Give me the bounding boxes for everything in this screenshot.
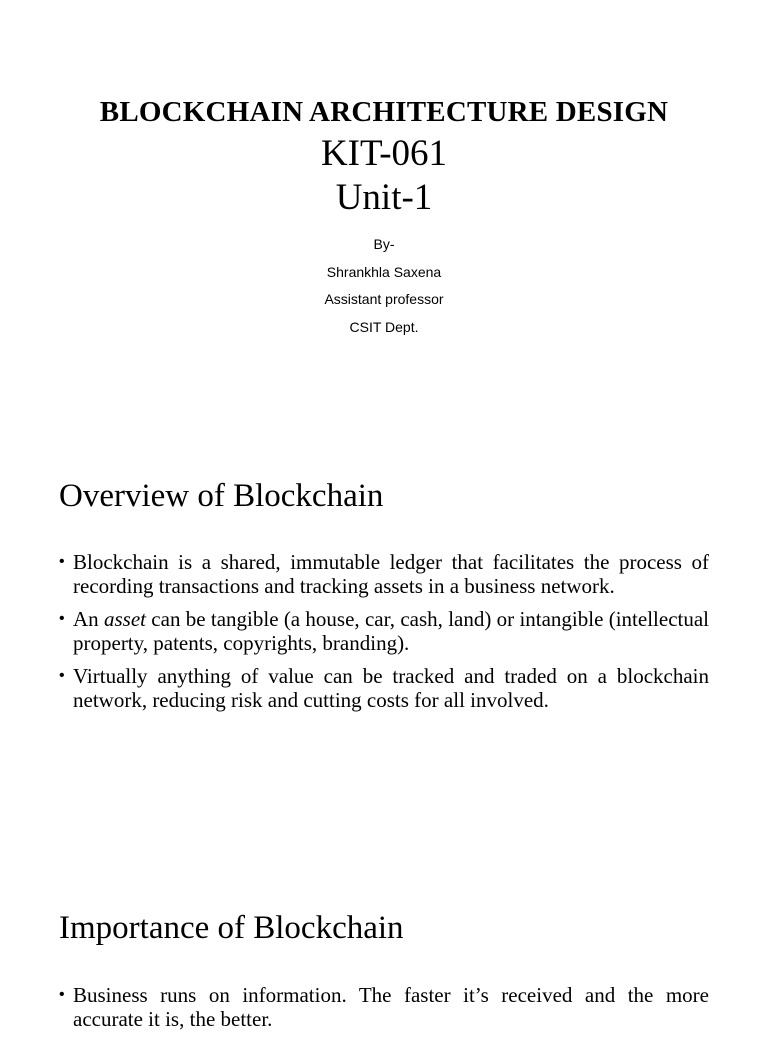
bullet-icon: • bbox=[59, 986, 65, 1003]
importance-bullet-list bbox=[59, 983, 709, 1040]
bullet-text bbox=[73, 607, 709, 655]
author-byline bbox=[0, 231, 768, 341]
bullet-text: Blockchain is a shared, immutable ledger that facilitates the process of recording transactions and tracking assets in a business network. bbox=[73, 550, 709, 598]
bullet-text: Business runs on information. The faster it’s received and the more accurate it is, the better. bbox=[73, 983, 709, 1031]
author-department: CSIT Dept. bbox=[349, 318, 419, 335]
author-name: Shrankhla Saxena bbox=[326, 263, 442, 280]
bullet-icon: • bbox=[59, 553, 65, 570]
byline-by: By- bbox=[373, 236, 395, 252]
bullet-emphasis: asset bbox=[103, 607, 146, 631]
overview-heading: Overview of Blockchain bbox=[59, 478, 384, 514]
unit-label: Unit-1 bbox=[335, 177, 433, 218]
list-item bbox=[59, 607, 709, 655]
title-slide bbox=[0, 0, 768, 440]
bullet-prefix: An bbox=[73, 607, 99, 631]
course-title: BLOCKCHAIN ARCHITECTURE DESIGN bbox=[99, 96, 669, 128]
bullet-icon: • bbox=[59, 667, 65, 684]
author-position: Assistant professor bbox=[324, 291, 444, 307]
importance-heading: Importance of Blockchain bbox=[59, 910, 404, 946]
bullet-body: can be tangible (a house, car, cash, land) or intangible (intellectual property, patents, copyrights, branding). bbox=[73, 607, 710, 655]
overview-bullet-list bbox=[59, 550, 709, 721]
list-item bbox=[59, 550, 709, 598]
list-item bbox=[59, 664, 709, 712]
course-code: KIT-061 bbox=[320, 133, 448, 174]
bullet-icon: • bbox=[59, 610, 65, 627]
bullet-text: Virtually anything of value can be tracked and traded on a blockchain network, reducing risk and cutting costs for all involved. bbox=[73, 664, 709, 712]
